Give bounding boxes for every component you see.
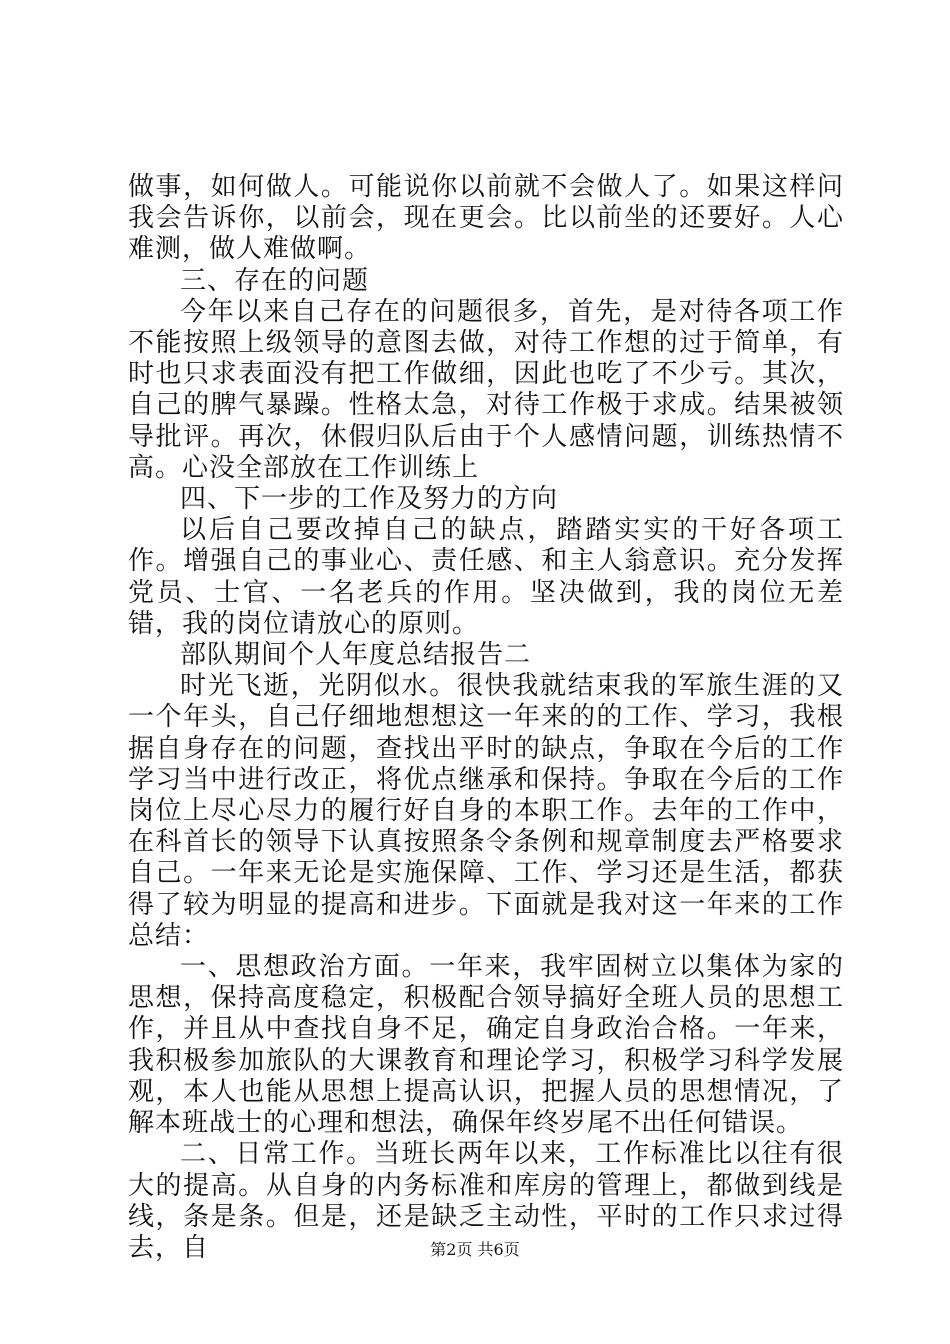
section-heading-next-steps: 四、下一步的工作及努力的方向 xyxy=(180,484,559,515)
paragraph-ideology: 一、思想政治方面。一年来，我牢固树立以集体为家的思想，保持高度稳定，积极配合领导搞好全班人员的思想工作，并且从中查找自身不足，确定自身政治合格。一年来，我积极参加旅队的大课教育和理论学习，积极学习科学发展观，本人也能从思想上提高认识，把握人员的思想情况，了解本班战士的心理和想法，确保年终岁尾不出任何错误。 xyxy=(128,952,844,1139)
report-title-two: 部队期间个人年度总结报告二 xyxy=(180,640,532,671)
section-heading-problems: 三、存在的问题 xyxy=(180,265,370,296)
document-body xyxy=(128,172,844,1264)
paragraph-daily-work: 二、日常工作。当班长两年以来，工作标准比以往有很大的提高。从自身的内务标准和库房的管理上，都做到线是线，条是条。但是，还是缺乏主动性，平时的工作只求过得去，自 xyxy=(128,1139,844,1263)
paragraph-next-steps: 以后自己要改掉自己的缺点，踏踏实实的干好各项工作。增强自己的事业心、责任感、和主人翁意识。充分发挥党员、士官、一名老兵的作用。坚决做到，我的岗位无差错，我的岗位请放心的原则。 xyxy=(128,515,844,639)
page-number-footer: 第2页 共6页 xyxy=(430,1240,520,1259)
paragraph-intro: 时光飞逝，光阴似水。很快我就结束我的军旅生涯的又一个年头，自己仔细地想想这一年来的的工作、学习，我根据自身存在的问题，查找出平时的缺点，争取在今后的工作学习当中进行改正，将优点继承和保持。争取在今后的工作岗位上尽心尽力的履行好自身的本职工作。去年的工作中，在科首长的领导下认真按照条令条例和规章制度去严格要求自己。一年来无论是实施保障、工作、学习还是生活，都获得了较为明显的提高和进步。下面就是我对这一年来的工作总结： xyxy=(128,671,844,951)
paragraph-problems: 今年以来自己存在的问题很多，首先，是对待各项工作不能按照上级领导的意图去做，对待工作想的过于简单，有时也只求表面没有把工作做细，因此也吃了不少亏。其次，自己的脾气暴躁。性格太急，对待工作极于求成。结果被领导批评。再次，休假归队后由于个人感情问题，训练热情不高。心没全部放在工作训练上 xyxy=(128,296,844,483)
paragraph-continuation: 做事，如何做人。可能说你以前就不会做人了。如果这样问我会告诉你，以前会，现在更会。比以前坐的还要好。人心难测，做人难做啊。 xyxy=(128,172,844,265)
